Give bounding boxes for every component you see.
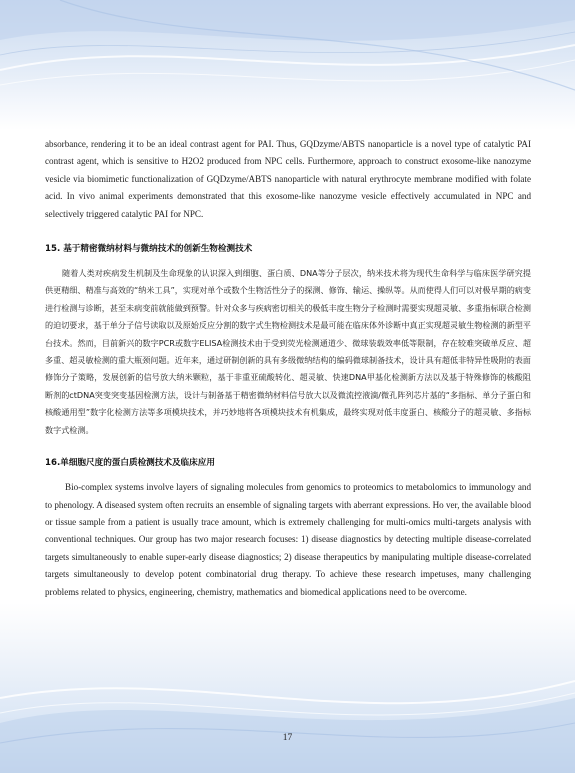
- section-15-heading: 15. 基于精密微纳材料与微纳技术的创新生物检测技术: [45, 244, 253, 255]
- section-16-heading: 16.单细胞尺度的蛋白质检测技术及临床应用: [45, 458, 215, 469]
- page-number: 17: [282, 733, 293, 743]
- footer-wave-graphic: [0, 603, 575, 773]
- paragraph-top: absorbance, rendering it to be an ideal contrast agent for PAI. Thus, GQDzyme/ABTS nanoparticle is a novel type of catalytic PAI contrast agent, which is sensitive to H2O2 produced from NPC cells. Furthermore, approach to construct exosome-like nanozyme vesicle via biomimetic functionalization of GQDzyme/ABTS nanoparticle with natural erythrocyte membrane modified with folate acid. In vivo animal experiments demonstrated that this exosome-like nanozyme vesicle effectively accumulated in NPC and selectively triggered catalytic PAI for NPC.: [45, 139, 531, 219]
- footer-decoration: [0, 603, 575, 773]
- section-15-body: 随着人类对疾病发生机制及生命现象的认识深入到细胞、蛋白质、DNA等分子层次，纳米技术将为现代生命科学与临床医学研究提供更精细、精准与高效的“纳米工具”，实现对单个或数个生物活性分子的探测、修饰、输运、操纵等。从而使得人们可以对极早期的病变进行检测与诊断，甚至未病变前就能做到预警。针对众多与疾病密切相关的极低丰度生物分子检测时需要实现超灵敏、多重指标联合检测的迫切要求，基于单分子信号读取以及原始反应分割的数字式生物检测技术是最可能在临床体外诊断中真正实现超灵敏生物检测的新型平台技术。然而，目前新兴的数字PCR或数字ELISA检测技术由于受到荧光检测通道少、微球装载效率低等限制，存在较难突破单反应、超多重、超灵敏检测的重大瓶颈问题。近年来，通过研制创新的具有多级微纳结构的编码微球制备技术，设计具有超低非特异性吸附的表面修饰分子策略，发展创新的信号放大纳米颗粒，基于非重亚硫酸转化、超灵敏、快速DNA甲基化检测新方法以及基于特殊修饰的核酸阻断剂的ctDNA突变突变基因检测方法，设计与制备基于精密微纳材料信号放大以及微流控液滴/微孔阵列芯片基的“多指标、单分子蛋白和核酸通用型”数字化检测方法等多项模块技术，并巧妙地将各项模块技术有机集成，最终实现对低丰度蛋白、核酸分子的超灵敏、多指标数字式检测。: [45, 268, 531, 435]
- page-content: [45, 136, 531, 601]
- header-decoration: [0, 0, 575, 130]
- header-wave-graphic: [0, 0, 575, 130]
- section-16-body: Bio-complex systems involve layers of signaling molecules from genomics to proteomics to metabolomics to immunology and to phenology. A diseased system often recruits an ensemble of signaling targets with aberrant expressions. Ho ver, the available blood or tissue sample from a patient is usually trace amount, which is extremely challenging for multi-omics multi-targets analysis with conventional techniques. Our group has two major research focuses: 1) disease diagnostics by detecting multiple disease-correlated targets simultaneously to enable super-early disease diagnostics; 2) disease therapeutics by manipulating multiple disease-correlated targets simultaneously to develop potent combinatorial drug therapy. To achieve these research impetuses, many challenging problems related to physics, engineering, chemistry, mathematics and biomedical applications need to be overcome.: [45, 482, 531, 597]
